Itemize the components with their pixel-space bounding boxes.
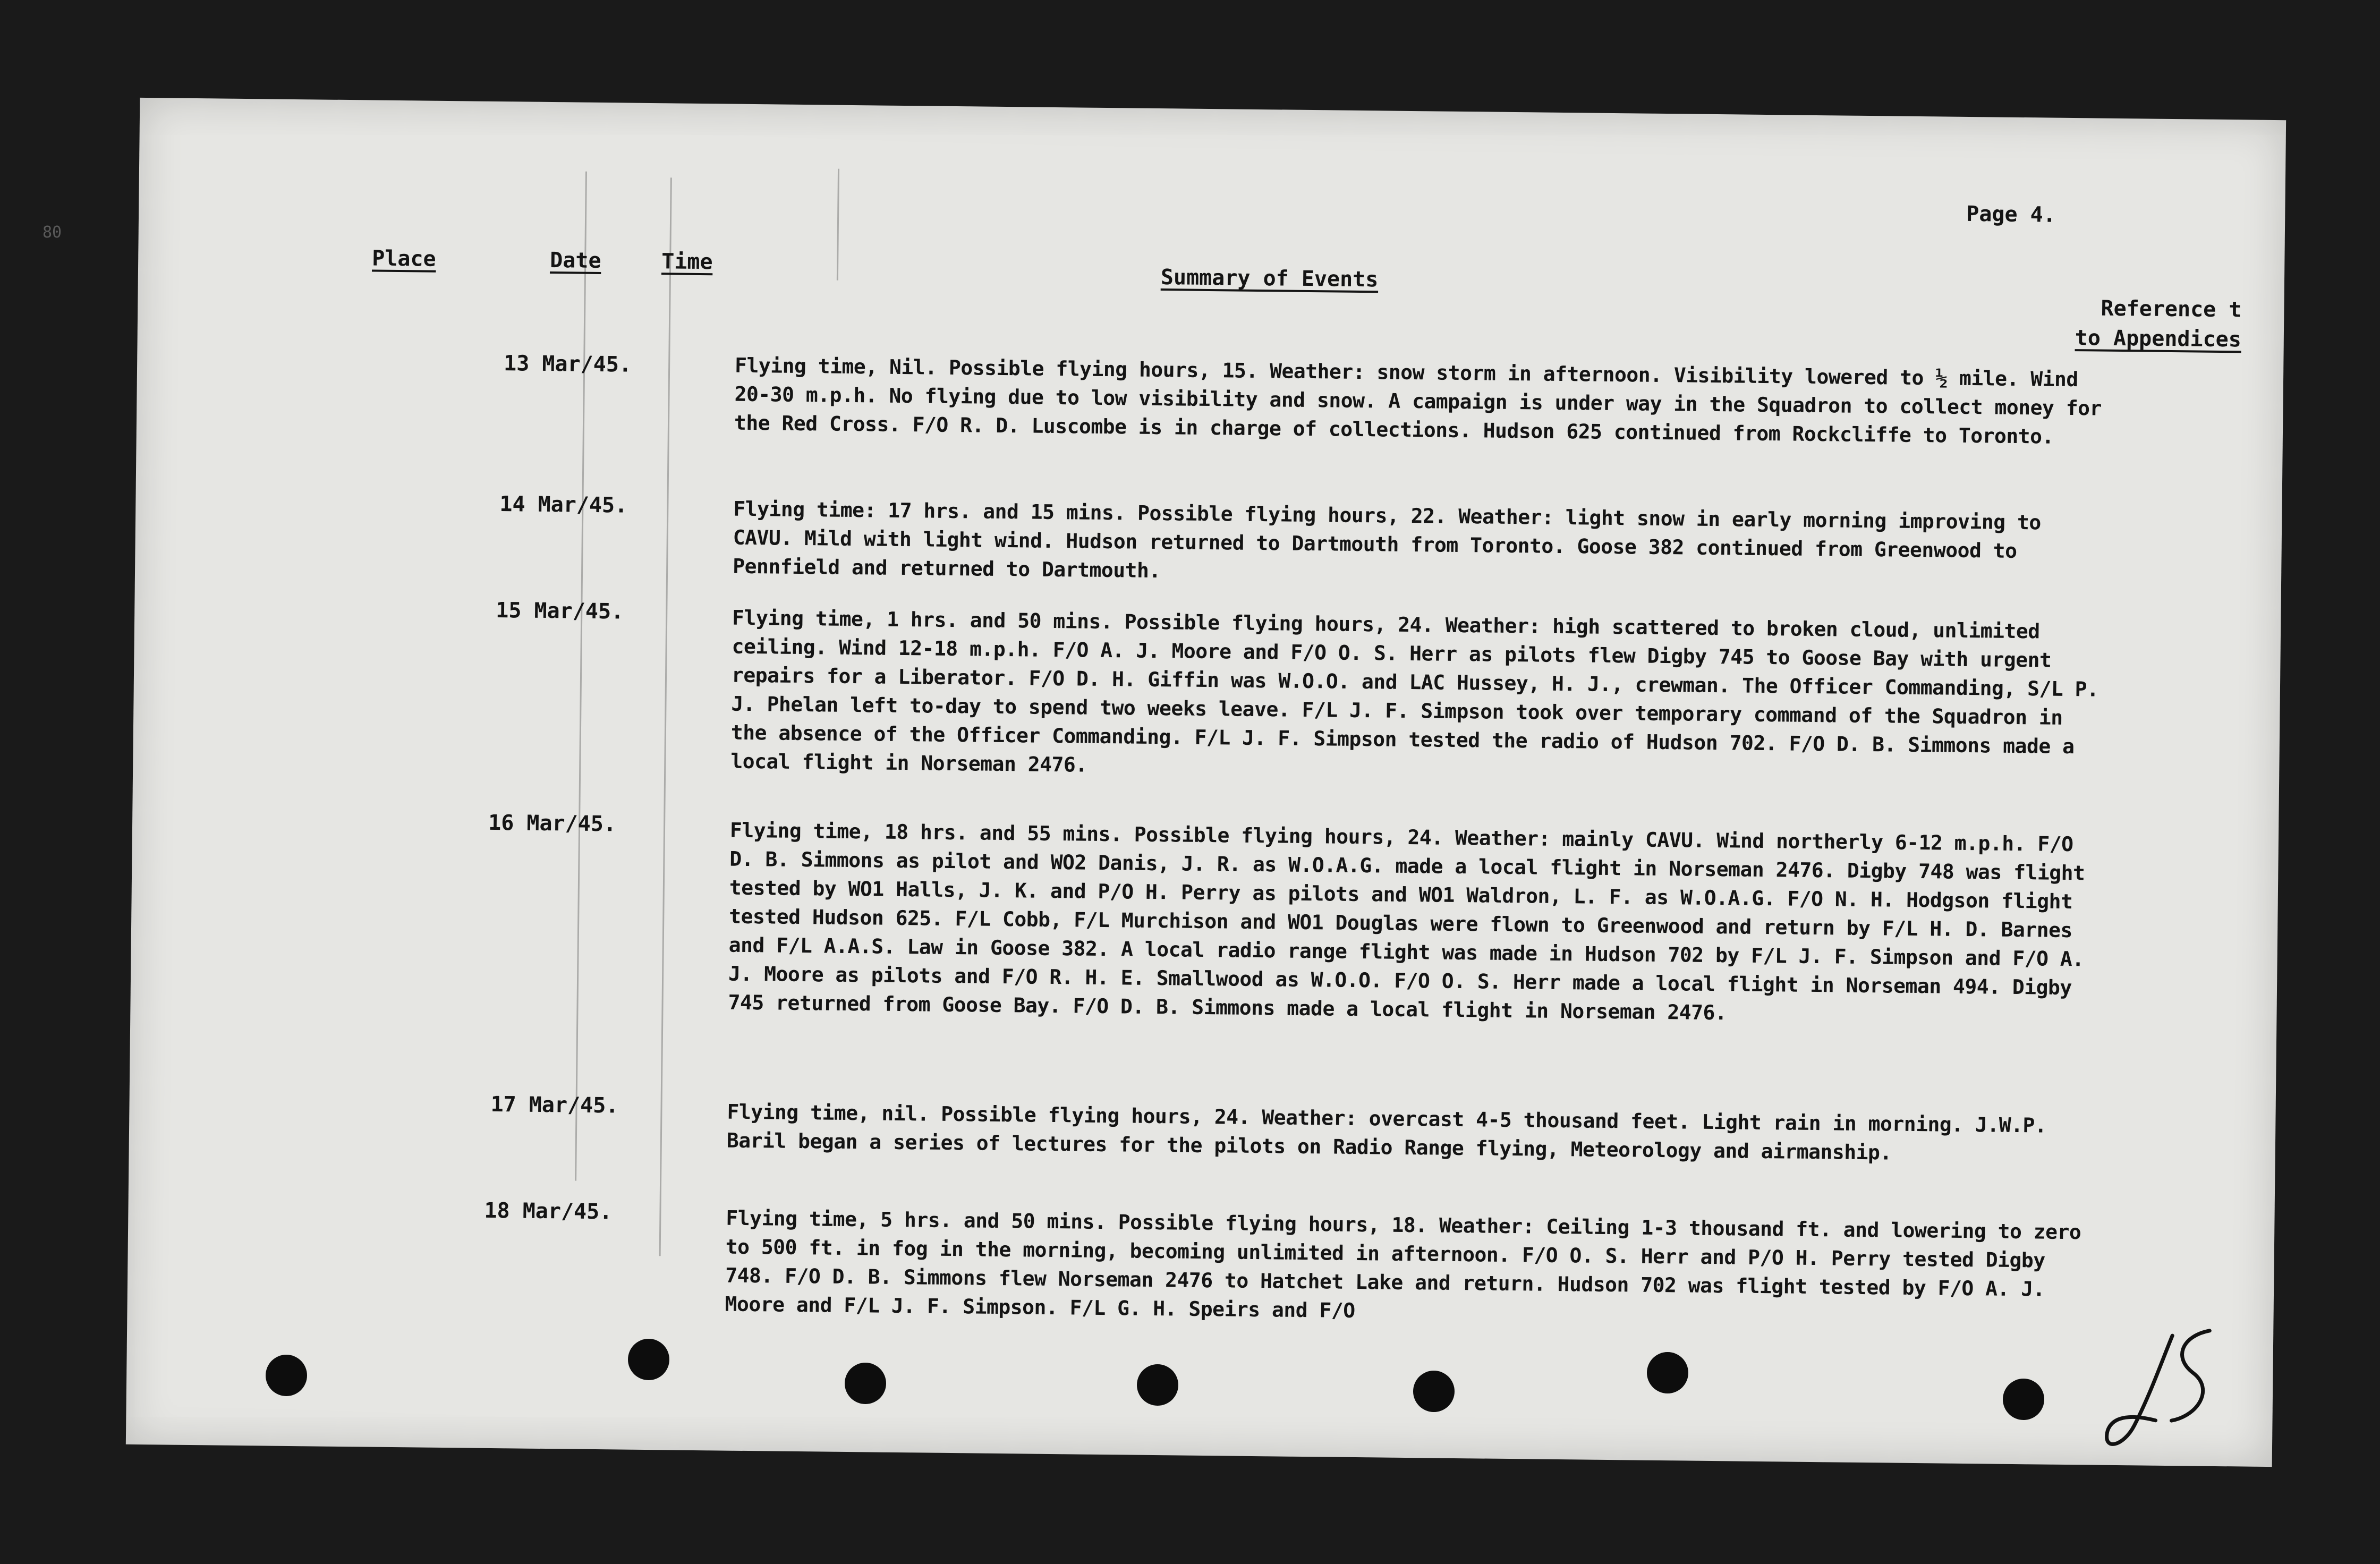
header-reference xyxy=(2029,293,2242,354)
page-number: Page 4. xyxy=(1966,201,2056,227)
header-time: Time xyxy=(661,249,713,275)
punch-hole xyxy=(845,1363,886,1404)
document-sheet xyxy=(126,98,2286,1467)
header-date: Date xyxy=(549,248,601,274)
entry-date: 16 Mar/45. xyxy=(488,810,617,837)
column-rule xyxy=(659,177,672,1256)
handwritten-initials-icon xyxy=(2092,1314,2231,1464)
entry-text: Flying time, 1 hrs. and 50 mins. Possible flying hours, 24. Weather: high scattered to broken cloud, unlimited ceiling. Wind 12-18 m.p.h. F/O A. J. Moore and F/O O. S. Herr as pilots flew Digby 745 to Goose Bay with urgent repairs for a Liberator. F/O D. H. Giffin was W.O.O. and LAC Hussey, H. J., crewman. The Officer Commanding, S/L P. J. Phelan left to-day to spend two weeks leave. F/L J. F. Simpson took over temporary command of the Squadron in the absence of the Officer Commanding. F/L J. F. Simpson tested the radio of Hudson 702. F/O D. B. Simmons made a local flight in Norseman 2476. xyxy=(730,606,2099,777)
punch-hole xyxy=(628,1339,669,1380)
entry-text: Flying time, 5 hrs. and 50 mins. Possible flying hours, 18. Weather: Ceiling 1-3 thousand ft. and lowering to zero to 500 ft. in fog in the morning, becoming unlimited in afternoon. F/O O. S. Herr and P/O H. Perry tested Digby 748. F/O D. B. Simmons flew Norseman 2476 to Hatchet Lake and return. Hudson 702 was flight tested by F/O A. J. Moore and F/L J. F. Simpson. F/L G. H. Speirs and F/O xyxy=(725,1206,2081,1322)
punch-hole xyxy=(1137,1364,1178,1406)
header-reference-line1: Reference t xyxy=(2101,296,2242,322)
column-rule xyxy=(837,169,839,280)
entry-date: 13 Mar/45. xyxy=(503,351,632,377)
entry-text: Flying time: 17 hrs. and 15 mins. Possible flying hours, 22. Weather: light snow in early morning improving to CAVU. Mild with light wind. Hudson returned to Dartmouth from Toronto. Goose 382 continued from Greenwood to Pennfield and returned to Dartmouth. xyxy=(732,497,2042,583)
header-summary: Summary of Events xyxy=(1160,265,1379,292)
entry-date: 18 Mar/45. xyxy=(484,1198,613,1225)
header-reference-line2: to Appendices xyxy=(2075,326,2242,352)
entry-text: Flying time, 18 hrs. and 55 mins. Possible flying hours, 24. Weather: mainly CAVU. Wind northerly 6-12 m.p.h. F/O D. B. Simmons as pilot and WO2 Danis, J. R. as W.O.A.G. made a local flight in Norseman 2476. Digby 748 was flight tested by WO1 Halls, J. K. and P/O H. Perry as pilots and WO1 Waldron, L. F. as W.O.A.G. F/O N. H. Hodgson flight tested Hudson 625. F/L Cobb, F/L Murchison and WO1 Douglas were flown to Greenwood and return by F/L H. D. Barnes and F/L A.A.S. Law in Goose 382. A local radio range flight was made in Hudson 702 by F/L J. F. Simpson and F/O A. J. Moore as pilots and F/O R. H. E. Smallwood as W.O.O. F/O O. S. Herr made a local flight in Norseman 494. Digby 745 returned from Goose Bay. F/O D. B. Simmons made a local flight in Norseman 2476. xyxy=(728,818,2085,1025)
margin-mark: 80 xyxy=(42,223,62,242)
punch-hole xyxy=(1413,1371,1455,1412)
entry-text: Flying time, Nil. Possible flying hours, 15. Weather: snow storm in afternoon. Visibility lowered to ½ mile. Wind 20-30 m.p.h. No flying due to low visibility and snow. A campaign is under way in the Squadron to collect money for the Red Cross. F/O R. D. Luscombe is in charge of collections. Hudson 625 continued from Rockcliffe to Toronto. xyxy=(734,353,2102,448)
punch-hole xyxy=(1647,1352,1688,1393)
entry-text: Flying time, nil. Possible flying hours, 24. Weather: overcast 4-5 thousand feet. Light rain in morning. J.W.P. Baril began a series of lectures for the pilots on Radio Range flying, Meteorology and airmanship. xyxy=(726,1100,2047,1164)
column-rule xyxy=(575,172,587,1181)
header-place: Place xyxy=(371,246,436,271)
punch-hole xyxy=(266,1355,307,1396)
entry-date: 17 Mar/45. xyxy=(490,1092,619,1118)
punch-hole xyxy=(2003,1379,2044,1420)
entry-date: 14 Mar/45. xyxy=(499,492,628,518)
entry-date: 15 Mar/45. xyxy=(496,598,624,624)
